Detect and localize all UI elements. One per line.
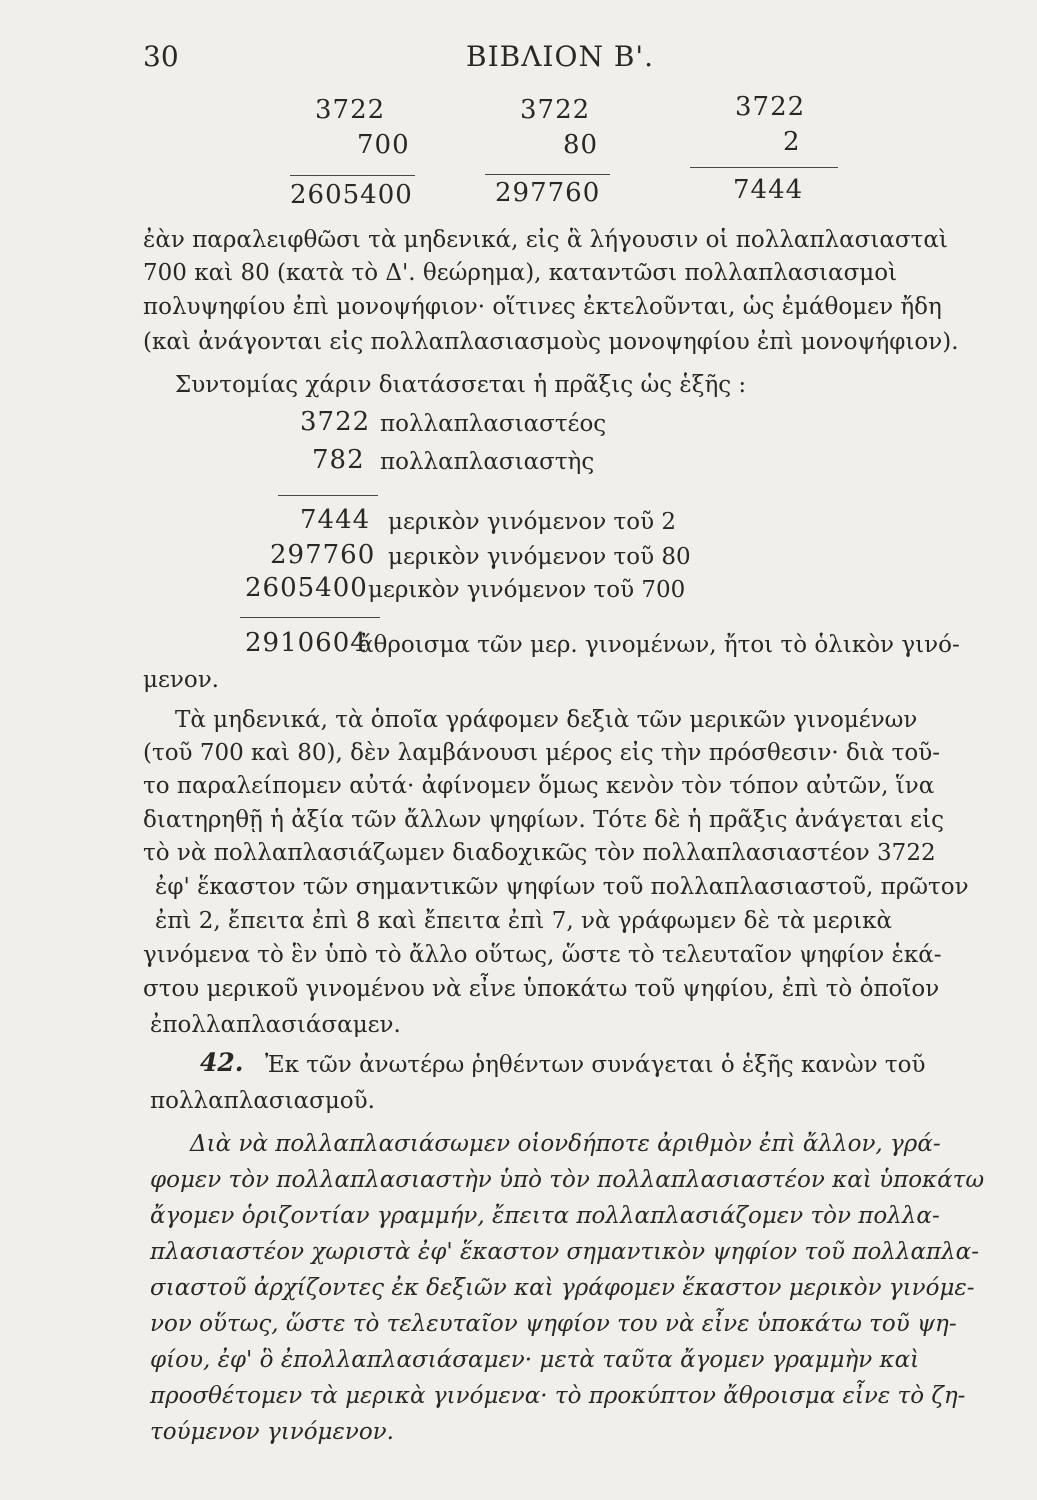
multiplier-1: 700 [357,130,410,160]
partial-product-label: μερικὸν γινόμενον τοῦ 700 [368,577,686,603]
product-2: 297760 [495,178,601,208]
partial-product-label: μερικὸν γινόμενον τοῦ 2 [388,509,676,535]
scheme-multiplier: 782 [312,445,365,475]
text-line: στου μερικοῦ γινομένου νὰ εἶνε ὑποκάτω τοῦ ψηφίου, ἐπὶ τὸ ὁποῖον [143,976,940,1002]
partial-product-number: 7444 [300,505,371,535]
text-line: γινόμενα τὸ ἓν ὑπὸ τὸ ἄλλο οὕτως, ὥστε τὸ τελευταῖον ψηφίον ἑκά- [143,942,942,968]
text-line: ἐπολλαπλασιάσαμεν. [150,1012,401,1038]
multiplicand-3: 3722 [735,92,806,122]
intro-line: Συντομίας χάριν διατάσσεται ἡ πρᾶξις ὡς ἑξῆς : [175,372,747,398]
multiplier-3: 2 [783,127,801,157]
partial-product-label: μερικὸν γινόμενον τοῦ 80 [388,544,691,570]
rule-line: φίου, ἐφ' ὃ ἐπολλαπλασιάσαμεν· μετὰ ταῦτα ἄγομεν γραμμὴν καὶ [150,1347,920,1373]
scheme-multiplicand-label: πολλαπλασιαστέος [380,411,607,437]
rule-line: ἄγομεν ὁριζοντίαν γραμμήν, ἔπειτα πολλαπλασιάζομεν τὸν πολλα- [150,1203,940,1229]
text-line: (τοῦ 700 καὶ 80), δὲν λαμβάνουσι μέρος εἰς τὴν πρόσθεσιν· διὰ τοῦ- [143,740,941,766]
text-line: Τὰ μηδενικά, τὰ ὁποῖα γράφομεν δεξιὰ τῶν μερικῶν γινομένων [175,707,918,733]
rule-line: νον οὕτως, ὥστε τὸ τελευταῖον ψηφίον του νὰ εἶνε ὑποκάτω τοῦ ψη- [150,1311,957,1337]
text-line: ἐπὶ 2, ἔπειτα ἐπὶ 8 καὶ ἔπειτα ἐπὶ 7, νὰ γράφωμεν δὲ τὰ μερικὰ [155,908,892,934]
multiplier-2: 80 [563,130,599,160]
text-line: 700 καὶ 80 (κατὰ τὸ Δ'. θεώρημα), καταντῶσι πολλαπλασιασμοὶ [143,260,898,286]
text-line: διατηρηθῇ ἡ ἀξία τῶν ἄλλων ψηφίων. Τότε δὲ ἡ πρᾶξις ἀνάγεται εἰς [143,807,944,833]
scheme-total: 2910604 [245,628,368,658]
text-line: το παραλείπομεν αὐτά· ἀφίνομεν ὅμως κενὸν τὸν τόπον αὐτῶν, ἵνα [143,773,935,799]
rule-line: Διὰ νὰ πολλαπλασιάσωμεν οἱονδήποτε ἀριθμὸν ἐπὶ ἄλλον, γρά- [190,1131,941,1157]
scheme-rule-top [278,495,378,496]
section-number: 42. [200,1048,244,1077]
text-line: ἐφ' ἕκαστον τῶν σημαντικῶν ψηφίων τοῦ πολλαπλασιαστοῦ, πρῶτον [155,874,969,900]
multiplicand-1: 3722 [315,95,386,125]
scheme-multiplicand: 3722 [300,407,371,437]
product-rule-3 [690,167,838,168]
text-line: πολλαπλασιασμοῦ. [150,1088,375,1114]
rule-line: προσθέτομεν τὰ μερικὰ γινόμενα· τὸ προκύπτον ἄθροισμα εἶνε τὸ ζη- [150,1383,966,1409]
text-line: τὸ νὰ πολλαπλασιάζωμεν διαδοχικῶς τὸν πολλαπλασιαστέον 3722 [143,840,936,866]
partial-product-number: 2605400 [245,573,368,603]
scheme-rule-bottom [240,617,380,618]
text-line: ἐὰν παραλειφθῶσι τὰ μηδενικά, εἰς ἃ λήγουσιν οἱ πολλαπλασιασταὶ [143,227,948,253]
text-line: Ἐκ τῶν ἀνωτέρω ῥηθέντων συνάγεται ὁ ἑξῆς κανὼν τοῦ [265,1052,926,1078]
scheme-total-continuation: μενον. [143,667,219,693]
product-1: 2605400 [290,180,413,210]
rule-line: τούμενον γινόμενον. [150,1419,394,1445]
page-number: 30 [143,40,179,73]
rule-line: σιαστοῦ ἀρχίζοντες ἐκ δεξιῶν καὶ γράφομεν ἕκαστον μερικὸν γινόμε- [150,1275,975,1301]
partial-product-number: 297760 [270,540,376,570]
rule-line: πλασιαστέον χωριστὰ ἐφ' ἕκαστον σημαντικὸν ψηφίον τοῦ πολλαπλα- [150,1239,979,1265]
scheme-total-label: ἄθροισμα τῶν μερ. γινομένων, ἤτοι τὸ ὁλικὸν γινό- [358,632,960,658]
rule-line: φομεν τὸν πολλαπλασιαστὴν ὑπὸ τὸν πολλαπλασιαστέον καὶ ὑποκάτω [150,1167,985,1193]
text-line: (καὶ ἀνάγονται εἰς πολλαπλασιασμοὺς μονοψηφίου ἐπὶ μονοψήφιον). [143,329,959,355]
text-line: πολυψηφίου ἐπὶ μονοψήφιον· οἵτινες ἐκτελοῦνται, ὡς ἐμάθομεν ἤδη [143,294,942,320]
multiplicand-2: 3722 [520,95,591,125]
product-3: 7444 [733,175,804,205]
book-title: ΒΙΒΛΙΟΝ Β'. [466,40,655,73]
product-rule-1 [290,175,415,176]
scheme-multiplier-label: πολλαπλασιαστὴς [380,449,595,475]
product-rule-2 [485,174,610,175]
